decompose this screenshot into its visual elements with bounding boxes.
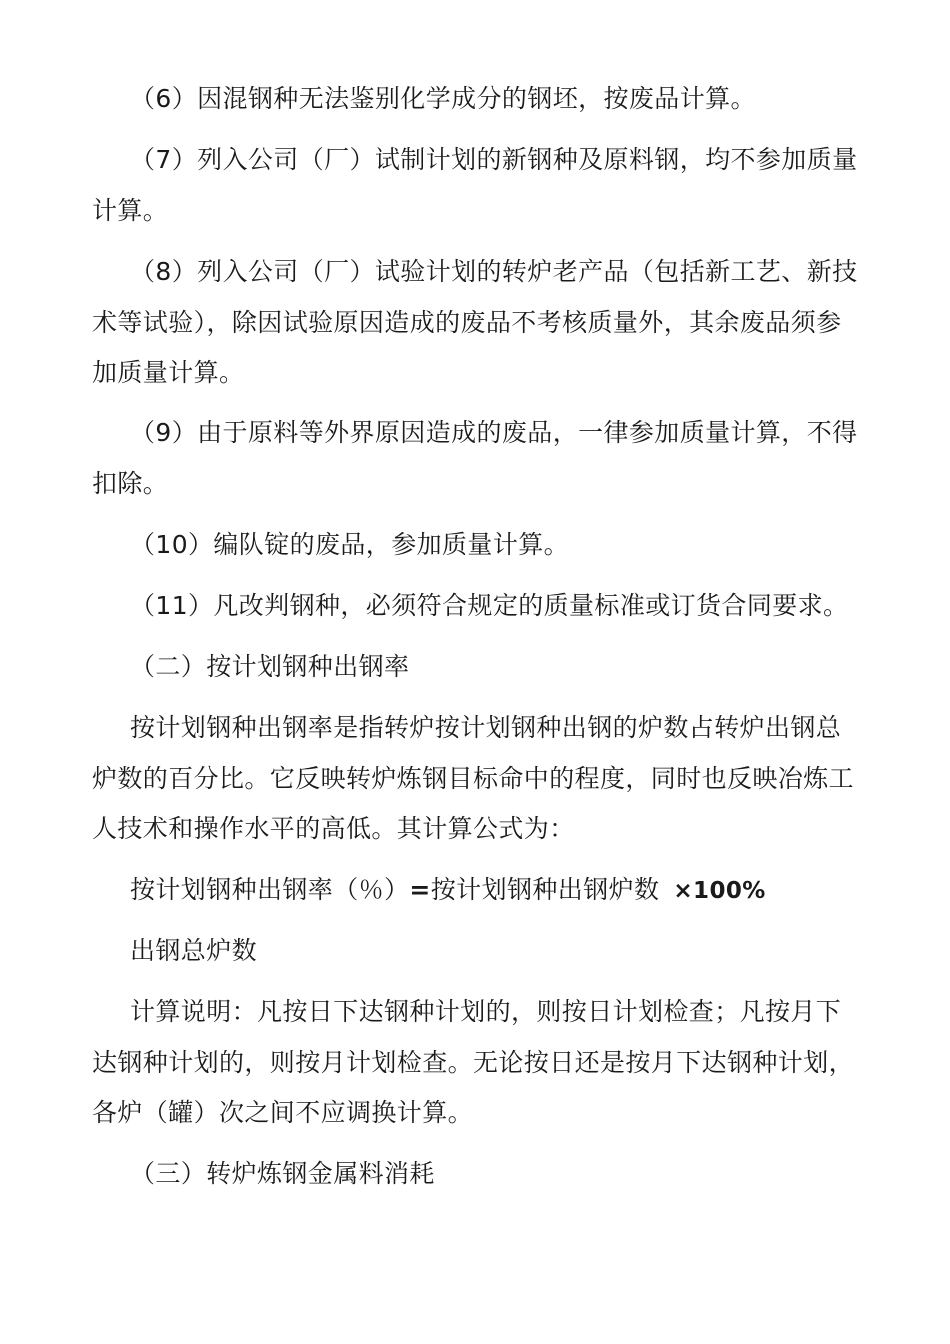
note-line-1: 计算说明：凡按日下达钢种计划的，则按日计划检查；凡按月下 bbox=[130, 997, 842, 1026]
definition-line-2: 炉数的百分比。它反映转炉炼钢目标命中的程度，同时也反映冶炼工 bbox=[92, 764, 855, 793]
item-7-line-2: 计算。 bbox=[92, 196, 169, 225]
item-11-line-1: （11）凡改判钢种，必须符合规定的质量标准或订货合同要求。 bbox=[130, 591, 849, 620]
item-8-line-2: 术等试验），除因试验原因造成的废品不考核质量外，其余废品须参 bbox=[92, 308, 842, 337]
definition-line-3: 人技术和操作水平的高低。其计算公式为： bbox=[92, 814, 575, 843]
item-6-line-1: （6）因混钢种无法鉴别化学成分的钢坯，按废品计算。 bbox=[130, 84, 756, 113]
formula-denominator: 出钢总炉数 bbox=[130, 936, 258, 965]
formula-equals: = bbox=[409, 875, 431, 904]
section-heading-2: （二）按计划钢种出钢率 bbox=[130, 652, 410, 681]
note-line-3: 各炉（罐）次之间不应调换计算。 bbox=[92, 1098, 474, 1127]
section-heading-3: （三）转炉炼钢金属料消耗 bbox=[130, 1159, 435, 1188]
item-9-line-1: （9）由于原料等外界原因造成的废品，一律参加质量计算，不得 bbox=[130, 418, 858, 447]
formula-line bbox=[130, 873, 766, 908]
item-7-line-1: （7）列入公司（厂）试制计划的新钢种及原料钢，均不参加质量 bbox=[130, 145, 858, 174]
item-9-line-2: 扣除。 bbox=[92, 469, 169, 498]
item-8-line-3: 加质量计算。 bbox=[92, 358, 245, 387]
formula-numerator: 按计划钢种出钢炉数 bbox=[430, 875, 660, 904]
formula-left: 按计划钢种出钢率（％） bbox=[130, 875, 410, 904]
item-8-line-1: （8）列入公司（厂）试验计划的转炉老产品（包括新工艺、新技 bbox=[130, 257, 858, 286]
note-line-2: 达钢种计划的，则按月计划检查。无论按日还是按月下达钢种计划， bbox=[92, 1048, 855, 1077]
item-10-line-1: （10）编队锭的废品，参加质量计算。 bbox=[130, 530, 570, 559]
formula-multiplier: ×100% bbox=[673, 878, 766, 904]
definition-line-1: 按计划钢种出钢率是指转炉按计划钢种出钢的炉数占转炉出钢总 bbox=[130, 713, 842, 742]
